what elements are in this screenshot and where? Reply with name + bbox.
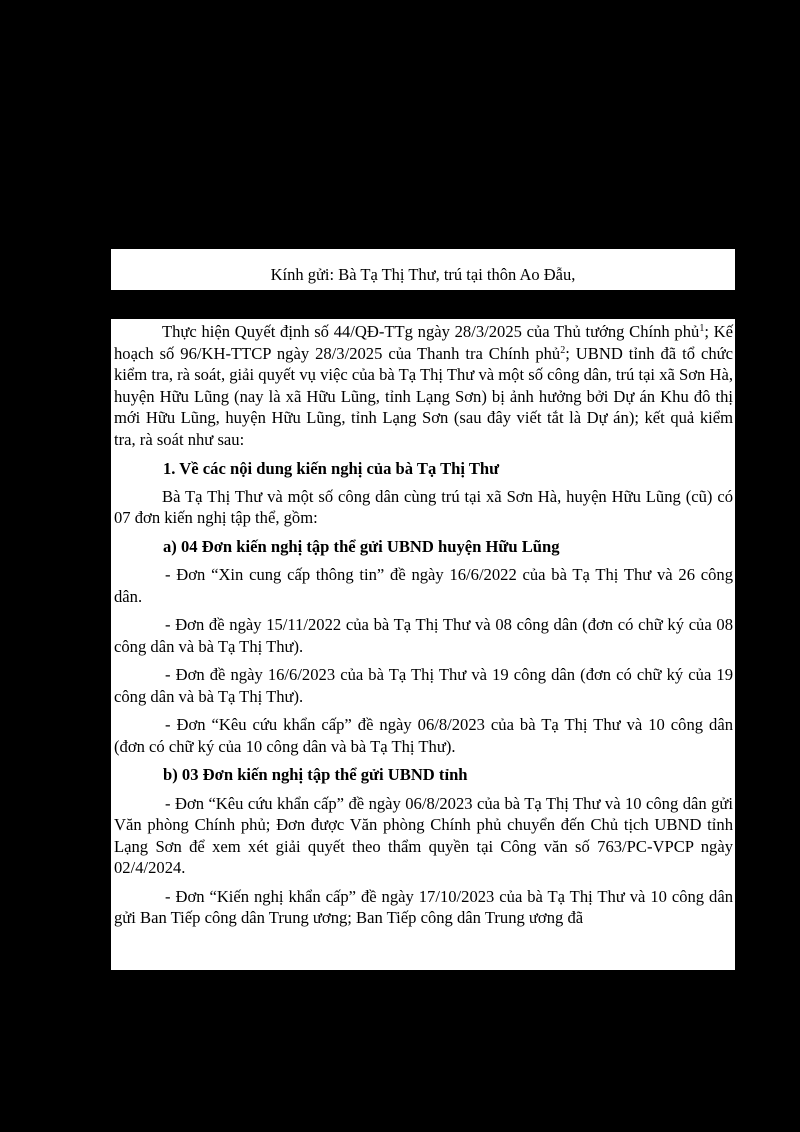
recipient-strip bbox=[111, 249, 735, 290]
subsection-b-heading: b) 03 Đơn kiến nghị tập thể gửi UBND tỉnh bbox=[163, 765, 468, 784]
recipient-line: Kính gửi: Bà Tạ Thị Thư, trú tại thôn Ao Đẫu, bbox=[270, 265, 576, 284]
subsection-a-heading: a) 04 Đơn kiến nghị tập thể gửi UBND huyện Hữu Lũng bbox=[163, 536, 560, 556]
list-item: - Đơn đề ngày 16/6/2023 của bà Tạ Thị Thư và 19 công dân (đơn có chữ ký của 19 công dân và bà Tạ Thị Thư). bbox=[114, 665, 733, 706]
intro-part-2: ; Kế hoạch số 96/KH-TTCP ngày 28/3/2025 của Thanh tra Chính phủ bbox=[114, 322, 733, 363]
footnote-ref-2[interactable]: 2 bbox=[560, 344, 566, 356]
list-item: - Đơn đề ngày 15/11/2022 của bà Tạ Thị Thư và 08 công dân (đơn có chữ ký của 08 công dân và bà Tạ Thị Thư). bbox=[114, 615, 733, 656]
list-item: - Đơn “Xin cung cấp thông tin” đề ngày 16/6/2022 của bà Tạ Thị Thư và 26 công dân. bbox=[114, 565, 733, 606]
list-item: - Đơn “Kêu cứu khẩn cấp” đề ngày 06/8/2023 của bà Tạ Thị Thư và 10 công dân (đơn có chữ ký của 10 công dân và bà Tạ Thị Thư). bbox=[114, 715, 733, 756]
intro-part-3: ; UBND tỉnh đã tổ chức kiểm tra, rà soát, giải quyết vụ việc của bà Tạ Thị Thư và một số công dân, trú tại xã Sơn Hà, huyện Hữu Lũng (nay là xã Hữu Lũng, tỉnh Lạng Sơn) bị ảnh hưởng bởi Dự án Khu đô thị mới Hữu Lũng, huyện Hữu Lũng, tỉnh Lạng Sơn (sau đây viết tắt là Dự án); kết quả kiểm tra, rà soát như sau: bbox=[114, 343, 734, 449]
section-1-paragraph: Bà Tạ Thị Thư và một số công dân cùng trú tại xã Sơn Hà, huyện Hữu Lũng (cũ) có 07 đơn kiến nghị tập thể, gồm: bbox=[114, 486, 733, 527]
intro-part-1: Thực hiện Quyết định số 44/QĐ-TTg ngày 28/3/2025 của Thủ tướng Chính phủ bbox=[162, 322, 700, 341]
list-item: - Đơn “Kiến nghị khẩn cấp” đề ngày 17/10/2023 của bà Tạ Thị Thư và 10 công dân gửi Ban Tiếp công dân Trung ương; Ban Tiếp công dân Trung ương đã bbox=[114, 886, 733, 927]
footnote-ref-1[interactable]: 1 bbox=[699, 323, 705, 334]
document-page bbox=[111, 319, 735, 970]
intro-paragraph bbox=[114, 321, 733, 450]
list-item: - Đơn “Kêu cứu khẩn cấp” đề ngày 06/8/2023 của bà Tạ Thị Thư và 10 công dân gửi Văn phòng Chính phủ; Đơn được Văn phòng Chính phủ chuyển đến Chủ tịch UBND tỉnh Lạng Sơn để xem xét giải quyết theo thẩm quyền tại Công văn số 763/PC-VPCP ngày 02/4/2024. bbox=[114, 793, 733, 877]
section-1-heading: 1. Về các nội dung kiến nghị của bà Tạ Thị Thư bbox=[163, 459, 500, 478]
document-body bbox=[111, 321, 735, 929]
